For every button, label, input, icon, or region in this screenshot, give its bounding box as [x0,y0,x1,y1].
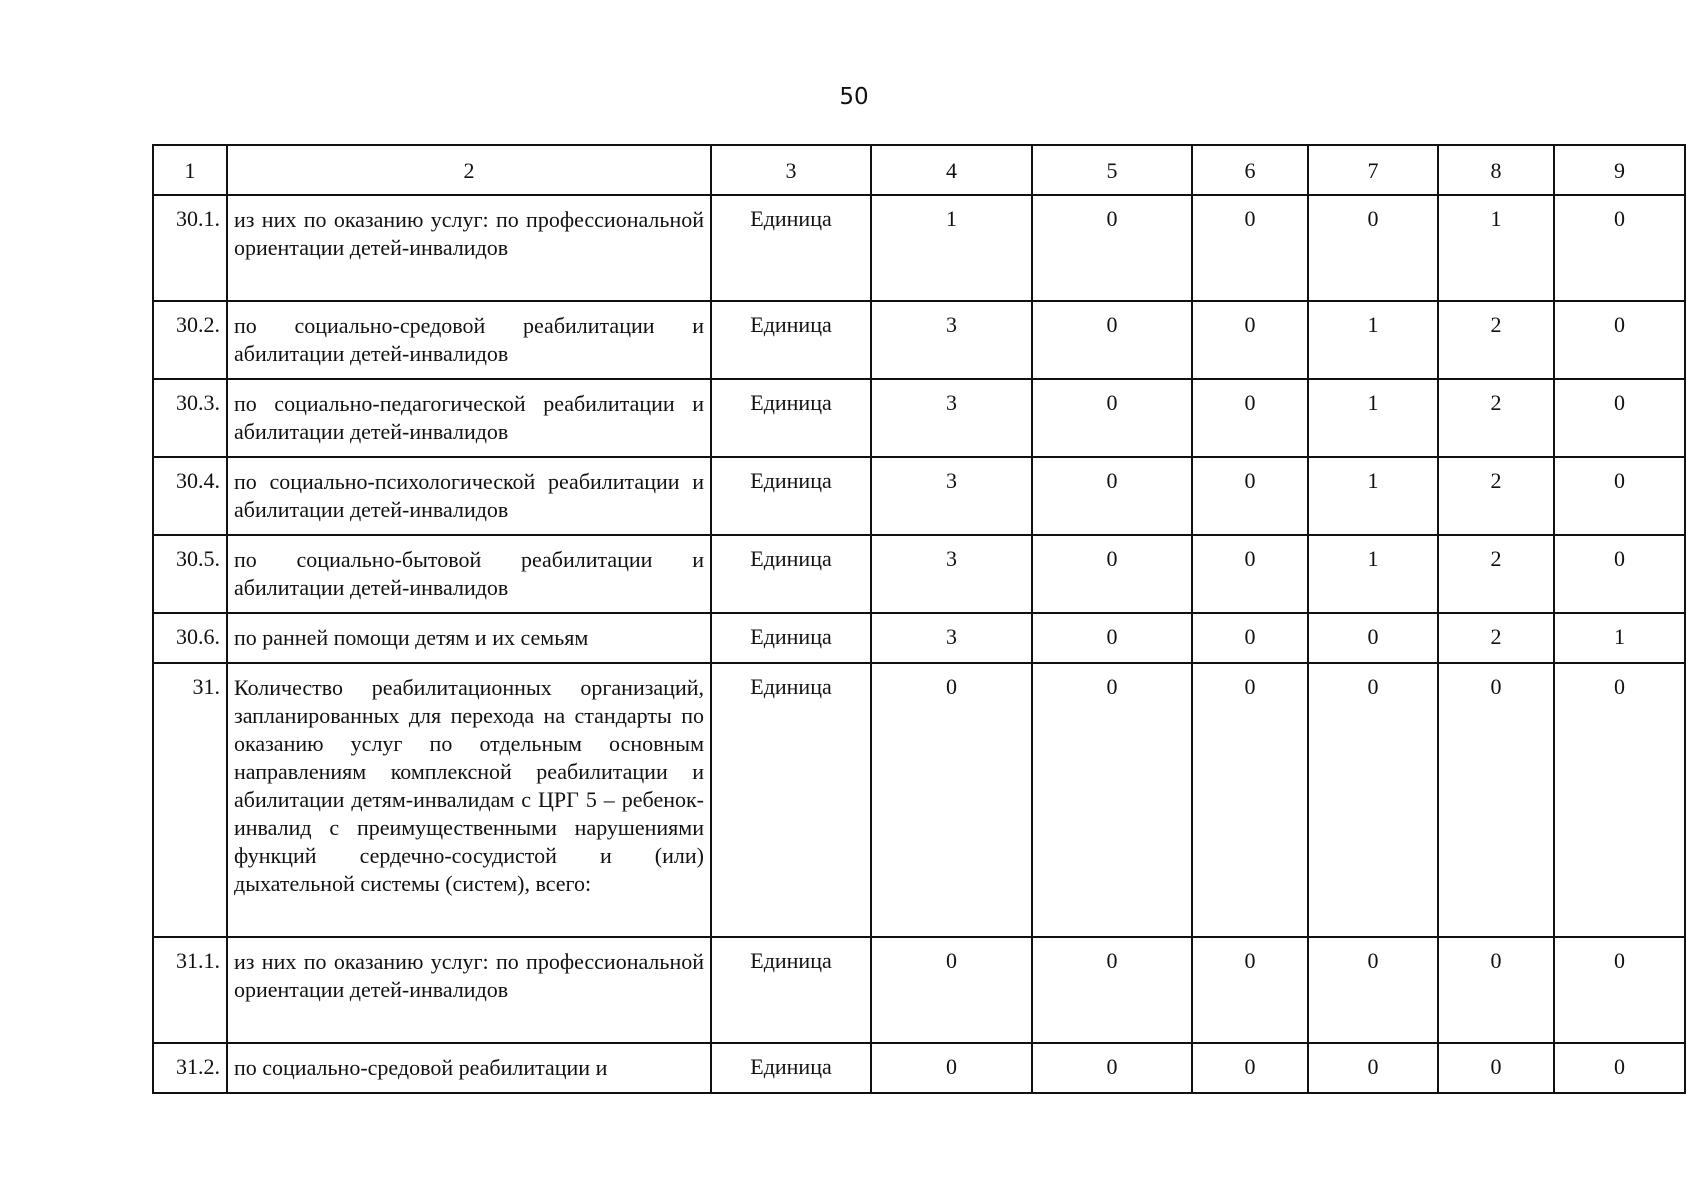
row-description: по социально-средовой реабилитации и абилитации детей-инвалидов [227,301,711,379]
row-description: по социально-бытовой реабилитации и абилитации детей-инвалидов [227,535,711,613]
table-row [153,613,1685,663]
row-value: 0 [1308,663,1438,937]
row-value: 0 [1554,535,1685,613]
table-row [153,663,1685,937]
row-value: 0 [1032,301,1192,379]
row-number: 30.6. [153,613,227,663]
header-cell: 7 [1308,145,1438,195]
row-value: 0 [1554,379,1685,457]
row-description: по ранней помощи детям и их семьям [227,613,711,663]
row-value: 1 [1308,457,1438,535]
table-row [153,937,1685,1043]
row-value: 0 [1192,1043,1308,1093]
row-value: 0 [1308,1043,1438,1093]
row-number: 31.1. [153,937,227,1043]
row-value: 2 [1438,613,1554,663]
row-number: 30.3. [153,379,227,457]
row-number: 31.2. [153,1043,227,1093]
row-description: по социально-педагогической реабилитации и абилитации детей-инвалидов [227,379,711,457]
row-value: 0 [1032,937,1192,1043]
row-unit: Единица [711,379,871,457]
row-value: 3 [871,301,1032,379]
row-number: 30.4. [153,457,227,535]
row-value: 0 [1308,613,1438,663]
row-value: 0 [1192,301,1308,379]
row-number: 31. [153,663,227,937]
row-unit: Единица [711,195,871,301]
header-cell: 2 [227,145,711,195]
row-value: 3 [871,457,1032,535]
header-cell: 4 [871,145,1032,195]
row-description: из них по оказанию услуг: по профессиональной ориентации детей-инвалидов [227,937,711,1043]
row-description: по социально-средовой реабилитации и [227,1043,711,1093]
header-row [153,145,1685,195]
row-value: 0 [1032,1043,1192,1093]
row-unit: Единица [711,457,871,535]
header-cell: 5 [1032,145,1192,195]
row-value: 1 [871,195,1032,301]
row-value: 0 [1192,195,1308,301]
table-row [153,1043,1685,1093]
header-cell: 3 [711,145,871,195]
row-value: 3 [871,613,1032,663]
row-value: 1 [1308,379,1438,457]
table-row [153,301,1685,379]
data-table [152,144,1686,1094]
row-value: 0 [1192,535,1308,613]
row-value: 0 [1554,663,1685,937]
row-value: 0 [1192,457,1308,535]
row-number: 30.5. [153,535,227,613]
table-row [153,457,1685,535]
row-value: 0 [1192,613,1308,663]
row-value: 0 [1438,937,1554,1043]
row-value: 2 [1438,457,1554,535]
row-unit: Единица [711,1043,871,1093]
row-value: 0 [1032,663,1192,937]
page-number: 50 [839,84,869,110]
row-number: 30.2. [153,301,227,379]
row-unit: Единица [711,301,871,379]
row-description: из них по оказанию услуг: по профессиональной ориентации детей-инвалидов [227,195,711,301]
row-value: 1 [1308,301,1438,379]
row-value: 0 [1032,379,1192,457]
row-value: 0 [1554,457,1685,535]
header-cell: 8 [1438,145,1554,195]
row-value: 0 [1192,937,1308,1043]
row-value: 1 [1554,613,1685,663]
table-row [153,195,1685,301]
row-value: 0 [1308,937,1438,1043]
row-value: 0 [1438,663,1554,937]
row-value: 0 [1032,535,1192,613]
row-value: 0 [1554,937,1685,1043]
row-value: 2 [1438,535,1554,613]
header-cell: 1 [153,145,227,195]
row-number: 30.1. [153,195,227,301]
row-value: 0 [1438,1043,1554,1093]
row-value: 1 [1308,535,1438,613]
row-value: 0 [1554,195,1685,301]
row-description: Количество реабилитационных организаций, запланированных для перехода на стандарты по оказанию услуг по отдельным основным направлениям комплексной реабилитации и абилитации детям-инвалидам с ЦРГ 5 – ребенок-инвалид с преимущественными нарушениями функций сердечно-сосудистой и (или) дыхательной системы (систем), всего: [227,663,711,937]
row-value: 3 [871,535,1032,613]
table-row [153,379,1685,457]
row-unit: Единица [711,937,871,1043]
row-description: по социально-психологической реабилитации и абилитации детей-инвалидов [227,457,711,535]
row-value: 0 [1554,301,1685,379]
row-value: 0 [1192,663,1308,937]
row-value: 0 [1032,613,1192,663]
row-unit: Единица [711,535,871,613]
row-value: 1 [1438,195,1554,301]
row-value: 0 [871,937,1032,1043]
header-cell: 6 [1192,145,1308,195]
row-value: 0 [1554,1043,1685,1093]
row-value: 2 [1438,379,1554,457]
row-unit: Единица [711,613,871,663]
row-value: 0 [1308,195,1438,301]
row-value: 0 [1032,195,1192,301]
row-value: 3 [871,379,1032,457]
row-value: 2 [1438,301,1554,379]
row-value: 0 [1192,379,1308,457]
header-cell: 9 [1554,145,1685,195]
row-value: 0 [871,663,1032,937]
table-row [153,535,1685,613]
row-value: 0 [871,1043,1032,1093]
row-value: 0 [1032,457,1192,535]
row-unit: Единица [711,663,871,937]
